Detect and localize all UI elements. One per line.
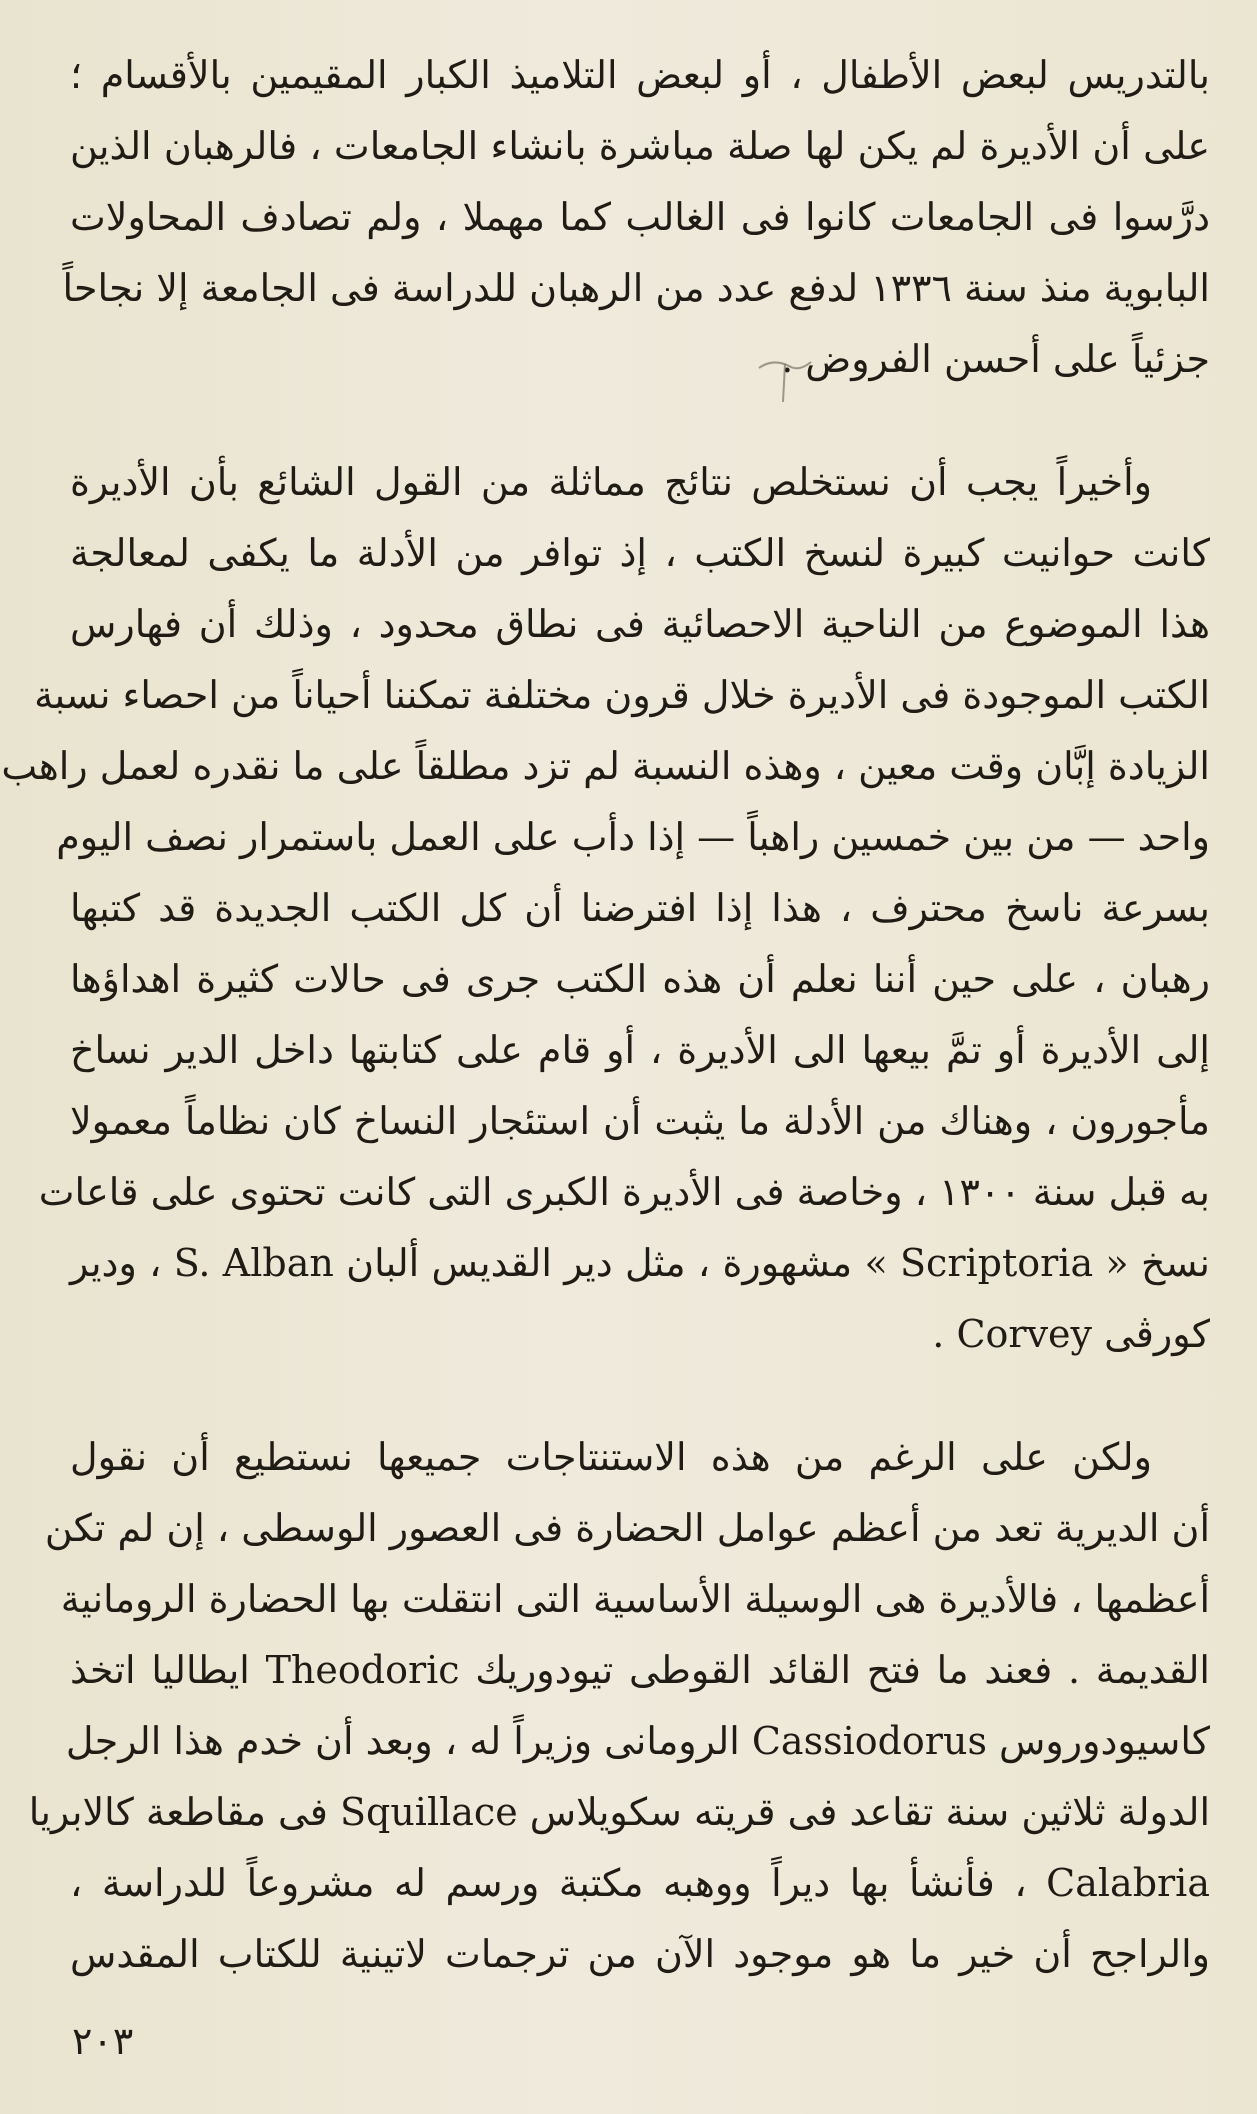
text-line: بسرعة ناسخ محترف ، هذا إذا افترضنا أن كل الكتب الجديدة قد كتبها (70, 886, 1210, 930)
text-line: إلى الأديرة أو تمَّ بيعها الى الأديرة ، أو قام على كتابتها داخل الدير نساخ (70, 1028, 1210, 1072)
text-line: والراجح أن خير ما هو موجود الآن من ترجمات لاتينية للكتاب المقدس (70, 1932, 1210, 1976)
text-line: واحد — من بين خمسين راهباً — إذا دأب على العمل باستمرار نصف اليوم (56, 815, 1210, 859)
text-line: البابوية منذ سنة ١٣٣٦ لدفع عدد من الرهبان للدراسة فى الجامعة إلا نجاحاً (62, 266, 1210, 310)
text-line: درَّسوا فى الجامعات كانوا فى الغالب كما مهملا ، ولم تصادف المحاولات (70, 195, 1210, 239)
text-line: الزيادة إبَّان وقت معين ، وهذه النسبة لم تزد مطلقاً على ما نقدره لعمل راهب (1, 744, 1210, 788)
paragraph-3 (28, 1422, 1210, 1990)
text-line: الدولة ثلاثين سنة تقاعد فى قريته سكويلاس Squillace فى مقاطعة كالابريا (28, 1790, 1210, 1834)
text-line: جزئياً على أحسن الفروض . (781, 337, 1210, 381)
text-line: أن الديرية تعد من أعظم عوامل الحضارة فى العصور الوسطى ، إن لم تكن (44, 1506, 1210, 1550)
text-line: بالتدريس لبعض الأطفال ، أو لبعض التلاميذ الكبار المقيمين بالأقسام ؛ (70, 53, 1210, 97)
text-line: على أن الأديرة لم يكن لها صلة مباشرة بانشاء الجامعات ، فالرهبان الذين (70, 124, 1210, 168)
text-line: أعظمها ، فالأديرة هى الوسيلة الأساسية التى انتقلت بها الحضارة الرومانية (60, 1577, 1210, 1621)
body-text (1, 40, 1210, 1990)
text-line: الكتب الموجودة فى الأديرة خلال قرون مختلفة تمكننا أحياناً من احصاء نسبة (34, 673, 1210, 717)
text-line: كانت حوانيت كبيرة لنسخ الكتب ، إذ توافر من الأدلة ما يكفى لمعالجة (70, 531, 1210, 575)
text-line: مأجورون ، وهناك من الأدلة ما يثبت أن استئجار النساخ كان نظاماً معمولا (70, 1099, 1210, 1143)
page-number: ٢٠٣ (72, 2019, 134, 2063)
text-line: نسخ « Scriptoria » مشهورة ، مثل دير القديس ألبان S. Alban ، ودير (70, 1241, 1210, 1285)
paragraph-gap (70, 1370, 1210, 1422)
text-line: رهبان ، على حين أننا نعلم أن هذه الكتب جرى فى حالات كثيرة اهداؤها (70, 957, 1210, 1001)
pencil-annotation-mark (755, 348, 815, 408)
text-line: هذا الموضوع من الناحية الاحصائية فى نطاق محدود ، وذلك أن فهارس (70, 602, 1210, 646)
paragraph-1 (62, 40, 1210, 395)
paragraph-gap (70, 395, 1210, 447)
text-line: القديمة . فعند ما فتح القائد القوطى تيودوريك Theodoric ايطاليا اتخذ (70, 1648, 1210, 1692)
text-line: Calabria ، فأنشأ بها ديراً ووهبه مكتبة ورسم له مشروعاً للدراسة ، (70, 1861, 1210, 1905)
text-line: به قبل سنة ١٣٠٠ ، وخاصة فى الأديرة الكبرى التى كانت تحتوى على قاعات (38, 1170, 1210, 1214)
text-line: كورڤى Corvey . (932, 1312, 1210, 1356)
text-line: وأخيراً يجب أن نستخلص نتائج مماثلة من القول الشائع بأن الأديرة (70, 460, 1152, 504)
text-line: ولكن على الرغم من هذه الاستنتاجات جميعها نستطيع أن نقول (70, 1435, 1152, 1479)
text-line: كاسيودوروس Cassiodorus الرومانى وزيراً له ، وبعد أن خدم هذا الرجل (65, 1719, 1210, 1763)
paragraph-2 (1, 447, 1210, 1370)
